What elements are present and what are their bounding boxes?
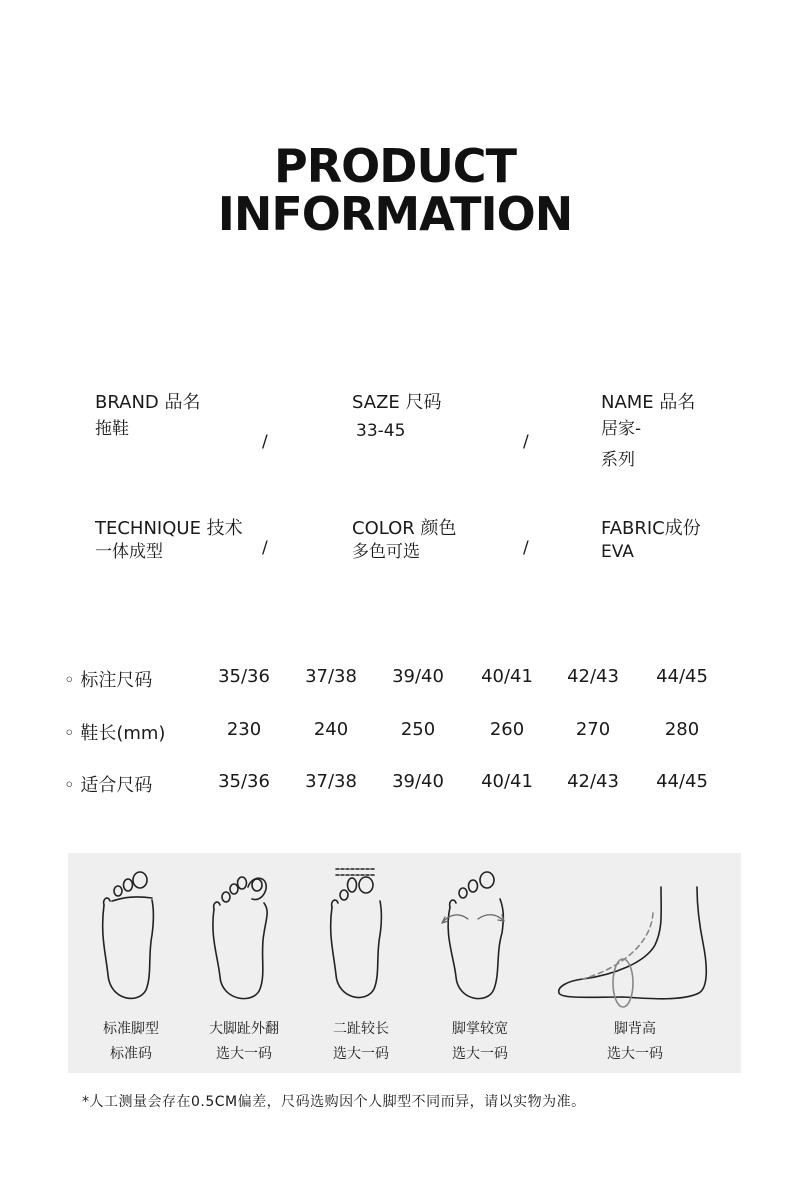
size-cell: 40/41: [481, 771, 533, 792]
row-label: ◦ 适合尺码: [64, 775, 153, 796]
size-table-row: [0, 771, 790, 801]
bunion-foot-icon: [204, 865, 284, 1010]
name-value-line1: 居家-: [601, 419, 642, 439]
brand-value: 拖鞋: [95, 419, 129, 439]
foot-caption-line1: 脚背高: [614, 1021, 656, 1037]
size-cell: 39/40: [392, 666, 444, 687]
color-value: 多色可选: [352, 542, 420, 562]
size-cell: 42/43: [567, 666, 619, 687]
size-cell: 240: [313, 719, 349, 740]
size-cell: 260: [489, 719, 525, 740]
brand-label: BRAND 品名: [95, 392, 201, 413]
separator-slash: /: [523, 432, 529, 452]
size-cell: 42/43: [567, 771, 619, 792]
separator-slash: /: [523, 538, 529, 558]
size-cell: 250: [400, 719, 436, 740]
foot-caption-line1: 大脚趾外翻: [209, 1021, 279, 1037]
size-value: 33-45: [356, 421, 406, 441]
technique-value: 一体成型: [95, 542, 163, 562]
high-instep-foot-icon: [553, 883, 718, 1013]
foot-caption-line2: 选大一码: [333, 1046, 389, 1062]
row-label: ◦ 标注尺码: [64, 670, 153, 691]
foot-caption-line2: 选大一码: [452, 1046, 508, 1062]
fabric-value: EVA: [601, 542, 634, 562]
foot-caption-line2: 选大一码: [607, 1046, 663, 1062]
foot-caption-line1: 脚掌较宽: [452, 1021, 508, 1037]
foot-caption-line2: 选大一码: [216, 1046, 272, 1062]
fabric-label: FABRIC成份: [601, 518, 701, 539]
foot-caption-line2: 标准码: [110, 1046, 152, 1062]
size-table-row: [0, 666, 790, 696]
separator-slash: /: [262, 538, 268, 558]
color-label: COLOR 颜色: [352, 518, 457, 539]
size-cell: 37/38: [305, 771, 357, 792]
technique-label: TECHNIQUE 技术: [95, 518, 243, 539]
row-label: ◦ 鞋长(mm): [64, 723, 166, 744]
size-cell: 230: [226, 719, 262, 740]
standard-foot-icon: [90, 865, 170, 1010]
foot-caption-line1: 标准脚型: [103, 1021, 159, 1037]
size-cell: 280: [664, 719, 700, 740]
separator-slash: /: [262, 432, 268, 452]
title-line-1: PRODUCT: [274, 139, 516, 193]
size-cell: 40/41: [481, 666, 533, 687]
size-cell: 44/45: [656, 771, 708, 792]
size-cell: 37/38: [305, 666, 357, 687]
size-cell: 35/36: [218, 666, 270, 687]
measurement-note: *人工测量会存在0.5CM偏差，尺码选购因个人脚型不同而异，请以实物为准。: [82, 1094, 586, 1110]
size-cell: 44/45: [656, 666, 708, 687]
size-table-row: [0, 719, 790, 749]
size-label: SAZE 尺码: [352, 392, 442, 413]
title-line-2: INFORMATION: [217, 187, 573, 241]
name-value-line2: 系列: [601, 450, 635, 470]
foot-caption-line1: 二趾较长: [333, 1021, 389, 1037]
wide-foot-icon: [438, 865, 518, 1010]
size-cell: 270: [575, 719, 611, 740]
size-cell: 35/36: [218, 771, 270, 792]
size-cell: 39/40: [392, 771, 444, 792]
foot-type-panel: [68, 853, 741, 1073]
name-label: NAME 品名: [601, 392, 696, 413]
long-second-toe-foot-icon: [318, 859, 398, 1009]
